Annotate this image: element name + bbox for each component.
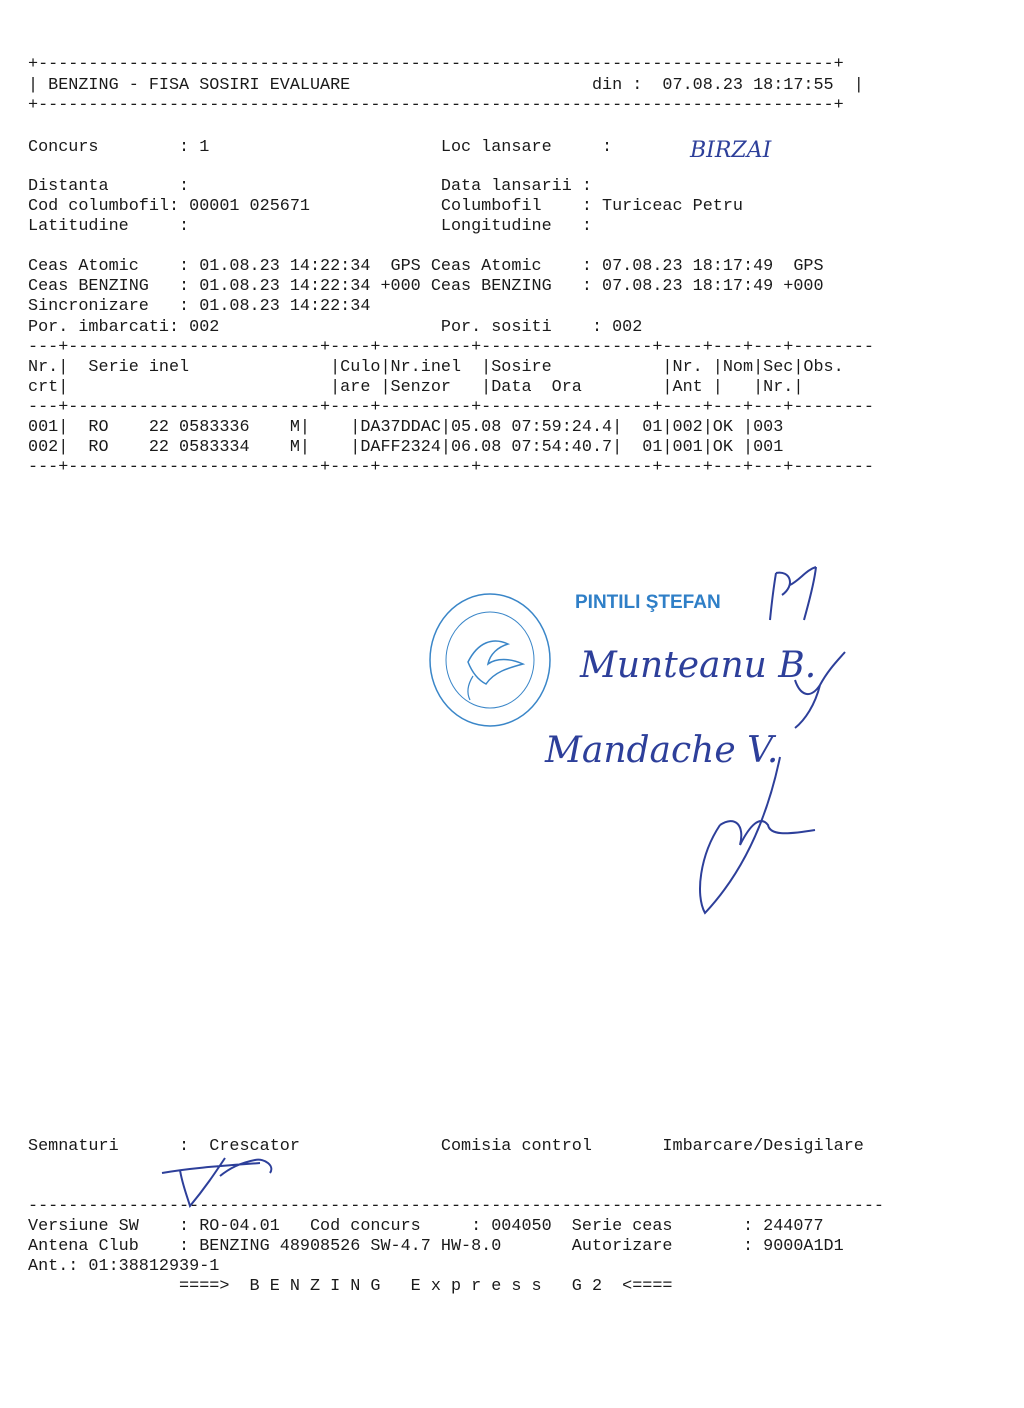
club-stamp	[428, 592, 558, 732]
table-row: 001| RO 22 0583336 M| |DA37DDAC|05.08 07:59:24.4| 01|002|OK |003	[28, 418, 784, 437]
signatures-row: Semnaturi : Crescator Comisia control Imbarcare/Desigilare	[28, 1137, 864, 1156]
info-concurs: Concurs : 1 Loc lansare :	[28, 138, 613, 157]
table-header-line-1: Nr.| Serie inel |Culo|Nr.inel |Sosire |Nr. |Nom|Sec|Obs.	[28, 358, 844, 377]
loc-lansare-handwritten: BIRZAI	[690, 138, 772, 163]
table-header-line-2: crt| |are |Senzor |Data Ora |Ant | |Nr.|	[28, 378, 804, 397]
info-ceas-benzing: Ceas BENZING : 01.08.23 14:22:34 +000 Ceas BENZING : 07.08.23 18:17:49 +000	[28, 277, 824, 296]
footer-versiune: Versiune SW : RO-04.01 Cod concurs : 004050 Serie ceas : 244077	[28, 1217, 824, 1236]
signature-scribble-bottom	[690, 755, 820, 925]
footer-separator: -------------------------------------------------------------------------------------	[28, 1197, 884, 1216]
table-separator-top: ---+-------------------------+----+---------+-----------------+----+---+---+--------	[28, 338, 874, 357]
info-latitudine: Latitudine : Longitudine :	[28, 217, 592, 236]
info-sincronizare: Sincronizare : 01.08.23 14:22:34	[28, 297, 371, 316]
table-separator-bottom: ---+-------------------------+----+---------+-----------------+----+---+---+--------	[28, 458, 874, 477]
signature-munteanu: Munteanu B.	[580, 645, 817, 686]
header-border-top: +-------------------------------------------------------------------------------+	[28, 55, 844, 74]
table-row: 002| RO 22 0583334 M| |DAFF2324|06.08 07:54:40.7| 01|001|OK |001	[28, 438, 784, 457]
signature-mandache: Mandache V.	[545, 730, 779, 771]
signature-scribble-right	[790, 650, 850, 730]
table-separator-mid: ---+-------------------------+----+---------+-----------------+----+---+---+--------	[28, 398, 874, 417]
info-ceas-atomic: Ceas Atomic : 01.08.23 14:22:34 GPS Ceas Atomic : 07.08.23 18:17:49 GPS	[28, 257, 824, 276]
info-cod-columbofil: Cod columbofil: 00001 025671 Columbofil : Turiceac Petru	[28, 197, 743, 216]
header-border-bottom: +-------------------------------------------------------------------------------+	[28, 96, 844, 115]
footer-antena: Antena Club : BENZING 48908526 SW-4.7 HW-8.0 Autorizare : 9000A1D1	[28, 1237, 844, 1256]
info-distanta: Distanta : Data lansarii :	[28, 177, 592, 196]
info-porumbei: Por. imbarcati: 002 Por. sositi : 002	[28, 318, 643, 337]
stamp-name: PINTILI ŞTEFAN	[575, 592, 721, 613]
footer-ant: Ant.: 01:38812939-1	[28, 1257, 220, 1276]
footer-banner: ====> B E N Z I N G E x p r e s s G 2 <====	[28, 1277, 673, 1296]
report-title: | BENZING - FISA SOSIRI EVALUARE din : 07.08.23 18:17:55 |	[28, 76, 864, 95]
signature-scribble-top	[760, 565, 840, 625]
